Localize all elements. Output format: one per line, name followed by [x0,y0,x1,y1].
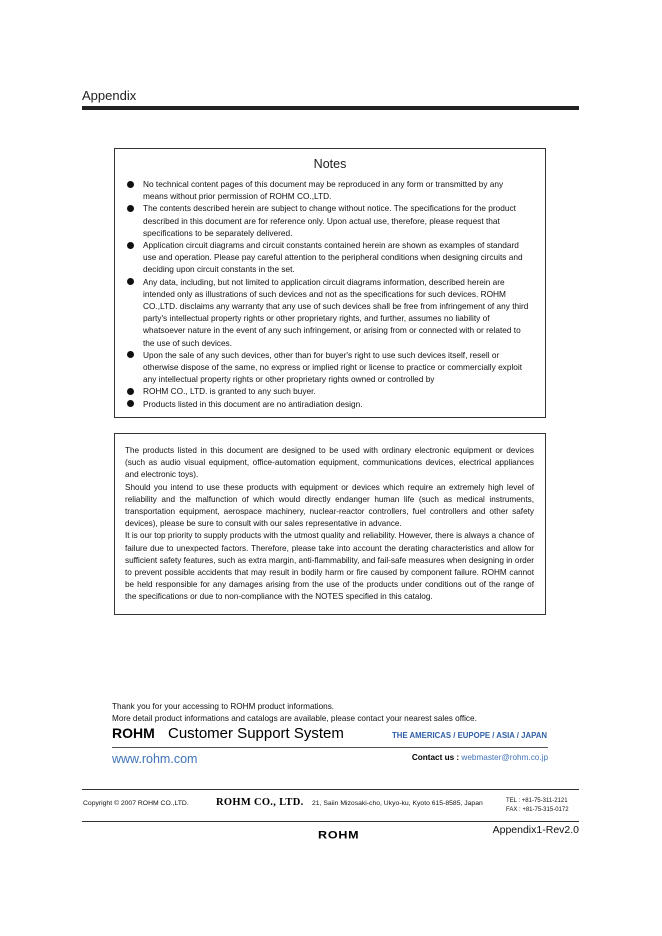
contact-email-link[interactable]: webmaster@rohm.co.jp [461,753,548,762]
footer-rule-top [82,789,579,790]
support-brand: ROHM [112,725,155,741]
support-title: Customer Support System [168,725,344,742]
thanks-line: Thank you for your accessing to ROHM product informations. [112,702,335,711]
rohm-website-link[interactable]: www.rohm.com [112,752,198,766]
fax-number: FAX : +81-75-315-0172 [506,806,569,813]
disclaimer-paragraph: The products listed in this document are designed to be used with ordinary electronic equipment or devices (such as audio visual equipment, office-automation equipment, communications devices, electrical appliances and electronic toys). [125,446,534,480]
company-address: 21, Saiin Mizosaki-cho, Ukyo-ku, Kyoto 615-8585, Japan [312,800,483,807]
bullet-icon [127,242,134,249]
bullet-icon [127,205,134,212]
copyright: Copyright © 2007 ROHM CO.,LTD. [83,800,189,807]
contact-us [412,753,548,762]
notes-box [114,148,546,418]
revision-label: Appendix1-Rev2.0 [492,824,579,836]
contact-label: Contact us : [411,753,460,762]
support-regions: THE AMERICAS / EUPOPE / ASIA / JAPAN [392,731,547,740]
rohm-logo: ROHM [318,828,360,842]
disclaimer-text [125,445,534,604]
phone-numbers [506,797,569,814]
notes-item-text: Upon the sale of any such devices, other than for buyer's right to use such devices itself, resell or otherwise dispose of the same, no express or implied right or license to practice or commercially exploit any intellectual property rights or other proprietary rights owned or controlled by [143,349,523,385]
notes-item [125,178,529,202]
notes-item-text: Any data, including, but not limited to application circuit diagrams information, described herein are intended only as illustrations of such devices and not as the specifications for such devices. ROHM CO.,LTD. disclaims any warranty that any use of such devices shall be free from infringement of any third party's intellectual property rights or other proprietary rights, and further, assumes no liability of whatsoever nature in the event of any such infringement, or arising from or connected with or related to the use of such devices. [143,276,529,348]
notes-title: Notes [313,157,347,171]
notes-item-text: The contents described herein are subject to change without notice. The specifications for the product described in this document are for reference only. Upon actual use, therefore, please request that specifications to be separately delivered. [143,203,516,238]
notes-item-text: ROHM CO., LTD. is granted to any such buyer. [143,386,316,397]
notes-item-text: No technical content pages of this document may be reproduced in any form or transmitted by any means without prior permission of ROHM CO.,LTD. [143,179,504,202]
support-rule [112,747,548,748]
notes-item [125,349,529,386]
bullet-icon [127,400,134,407]
page-header-title: Appendix [82,88,137,103]
company-name: ROHM CO., LTD. [216,797,304,808]
bullet-icon [127,181,134,188]
thanks-message [112,701,477,725]
notes-item [125,385,529,397]
disclaimer-box [114,433,546,615]
tel-number: TEL : +81-75-311-2121 [506,798,568,804]
customer-support-header [112,725,548,747]
header-rule [82,106,579,110]
disclaimer-paragraph: Should you intend to use these products with equipment or devices which require an extremely high level of reliability and the malfunction of which would directly endanger human life (such as medical instruments, transportation equipment, aerospace machinery, nuclear-reactor controllers, fuel controllers and other safety devices), please be sure to consult with our sales representative in advance. [125,482,534,529]
bullet-icon [127,388,134,395]
footer-rule-bottom [82,821,579,822]
bullet-icon [127,351,134,358]
notes-item-text: Products listed in this document are no antiradiation design. [143,398,363,409]
disclaimer-paragraph: It is our top priority to supply products with the utmost quality and reliability. However, there is always a chance of failure due to unexpected factors. Therefore, please take into account the derating characteristics and allow for sufficient safety features, such as extra margin, anti-flammability, and fail-safe measures when designing in order to prevent possible accidents that may result in bodily harm or fire caused by component failure. ROHM cannot be held responsible for any damages arising from the use of the products under conditions out of the range of the specifications or due to non-compliance with the NOTES specified in this catalog. [125,531,534,602]
notes-item [125,276,529,349]
notes-item-text: Application circuit diagrams and circuit constants contained herein are shown as examples of standard use and operation. Please pay careful attention to the peripheral conditions when designing circuits and deciding upon circuit constants in the set. [143,240,523,275]
notes-item [125,239,529,276]
bullet-icon [127,278,134,285]
notes-item [125,202,529,239]
thanks-line: More detail product informations and catalogs are available, please contact your nearest sales office. [112,714,477,723]
notes-list [125,178,529,410]
notes-item [125,398,529,410]
